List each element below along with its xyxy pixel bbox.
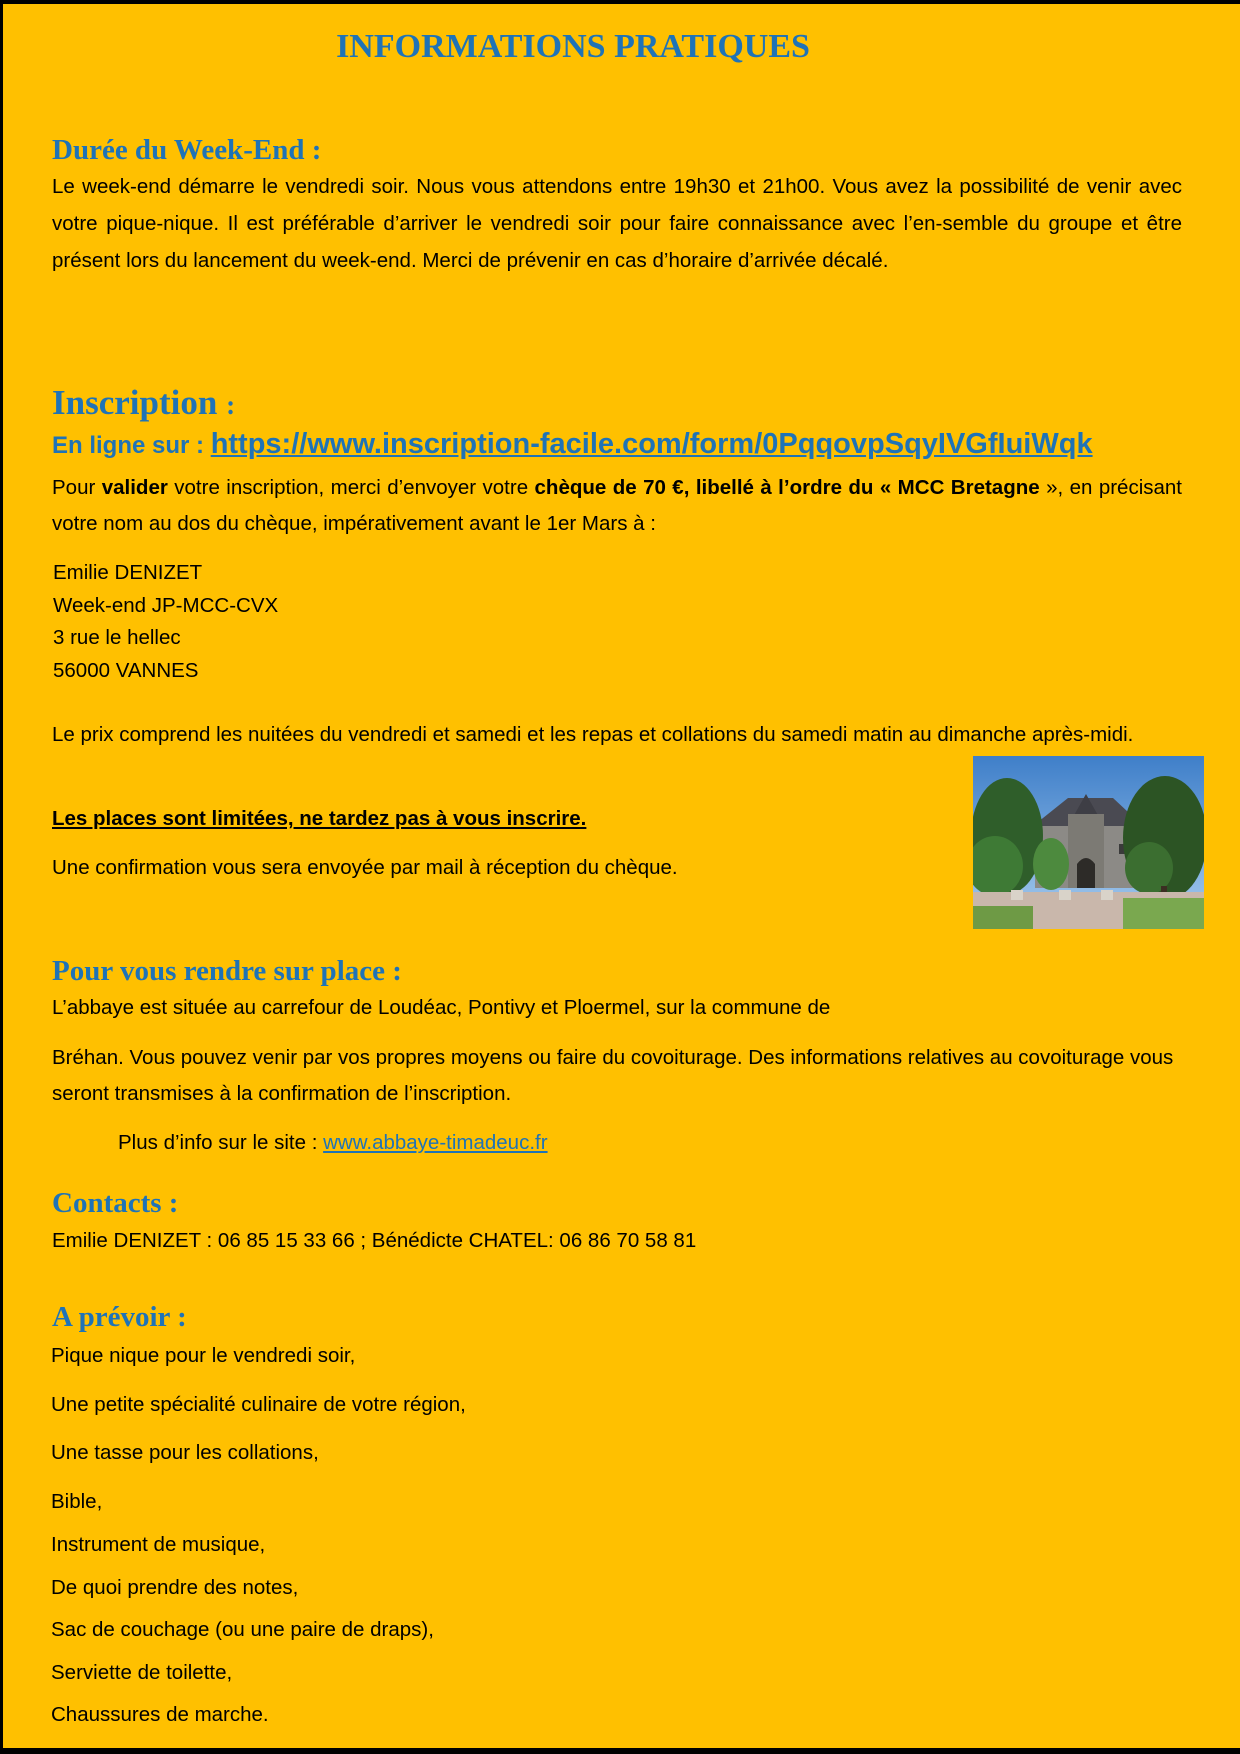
pay-3: votre inscription, merci d’envoyer votre (167, 476, 535, 499)
more-info-label: Plus d’info sur le site : (118, 1131, 324, 1154)
list-item: Sac de couchage (ou une paire de draps), (51, 1618, 434, 1641)
abbey-photo (973, 756, 1204, 929)
more-info-line (118, 1131, 548, 1155)
inscription-heading-colon: : (226, 390, 236, 420)
online-line (52, 428, 1093, 461)
duree-text: Le week-end démarre le vendredi soir. Nous vous attendons entre 19h30 et 21h00. Vous avez la possibilité de venir avec votre pique-nique. Il est préférable d’arriver le vendredi soir pour faire connaissance avec l’en-semble du groupe et être présent lors du lancement du week-end. Merci de prévenir en cas d’horaire d’arrivée décalé. (52, 175, 1182, 272)
place-line-2: Bréhan. Vous pouvez venir par vos propres moyens ou faire du covoiturage. Des informations relatives au covoiturage vous seront transmises à la confirmation de l’inscription. (52, 1046, 1174, 1105)
list-item: Une tasse pour les collations, (51, 1441, 319, 1464)
address-line: 56000 VANNES (53, 658, 199, 682)
pay-1: Pour (52, 476, 102, 499)
limited-places-warning: Les places sont limitées, ne tardez pas à vous inscrire. (52, 807, 587, 830)
price-text: Le prix comprend les nuitées du vendredi et samedi et les repas et collations du samedi matin au dimanche après-midi. (52, 723, 1134, 746)
contacts-heading: Contacts : (52, 1187, 179, 1219)
prevoir-heading: A prévoir : (52, 1301, 187, 1333)
list-item: Bible, (51, 1490, 103, 1513)
list-item: Pique nique pour le vendredi soir, (51, 1344, 356, 1367)
place-heading: Pour vous rendre sur place : (52, 955, 402, 987)
list-item: De quoi prendre des notes, (51, 1576, 299, 1599)
pay-2: valider (101, 476, 168, 499)
pay-4: chèque de 70 €, libellé à l’ordre du « MCC Bretagne (534, 476, 1040, 499)
inscription-heading (52, 383, 235, 423)
online-label: En ligne sur : (52, 432, 205, 459)
place-line-1: L’abbaye est située au carrefour de Loudéac, Pontivy et Ploermel, sur la commune de (52, 996, 831, 1019)
inscription-heading-text: Inscription (52, 383, 218, 422)
address-line: Emilie DENIZET (53, 561, 203, 584)
list-item: Une petite spécialité culinaire de votre région, (51, 1393, 466, 1416)
postal-address (53, 557, 278, 687)
inscription-link[interactable]: https://www.inscription-facile.com/form/0PqqovpSqyIVGfIuiWqk (210, 428, 1093, 460)
list-item: Serviette de toilette, (51, 1661, 233, 1684)
page-title: INFORMATIONS PRATIQUES (336, 28, 810, 65)
contacts-text: Emilie DENIZET : 06 85 15 33 66 ; Bénédicte CHATEL: 06 86 70 58 81 (52, 1229, 697, 1252)
list-item: Instrument de musique, (51, 1533, 266, 1556)
abbey-website-link[interactable]: www.abbaye-timadeuc.fr (323, 1131, 548, 1154)
duree-heading: Durée du Week-End : (52, 134, 322, 166)
list-item: Chaussures de marche. (51, 1703, 269, 1726)
pay-5: », en précisant votre nom au dos du chèque, impérativement avant le 1er Mars à : (52, 476, 1183, 535)
payment-text (52, 470, 1182, 542)
address-line: Week-end JP-MCC-CVX (53, 593, 279, 617)
confirmation-text: Une confirmation vous sera envoyée par mail à réception du chèque. (52, 856, 678, 879)
address-line: 3 rue le hellec (53, 626, 181, 649)
